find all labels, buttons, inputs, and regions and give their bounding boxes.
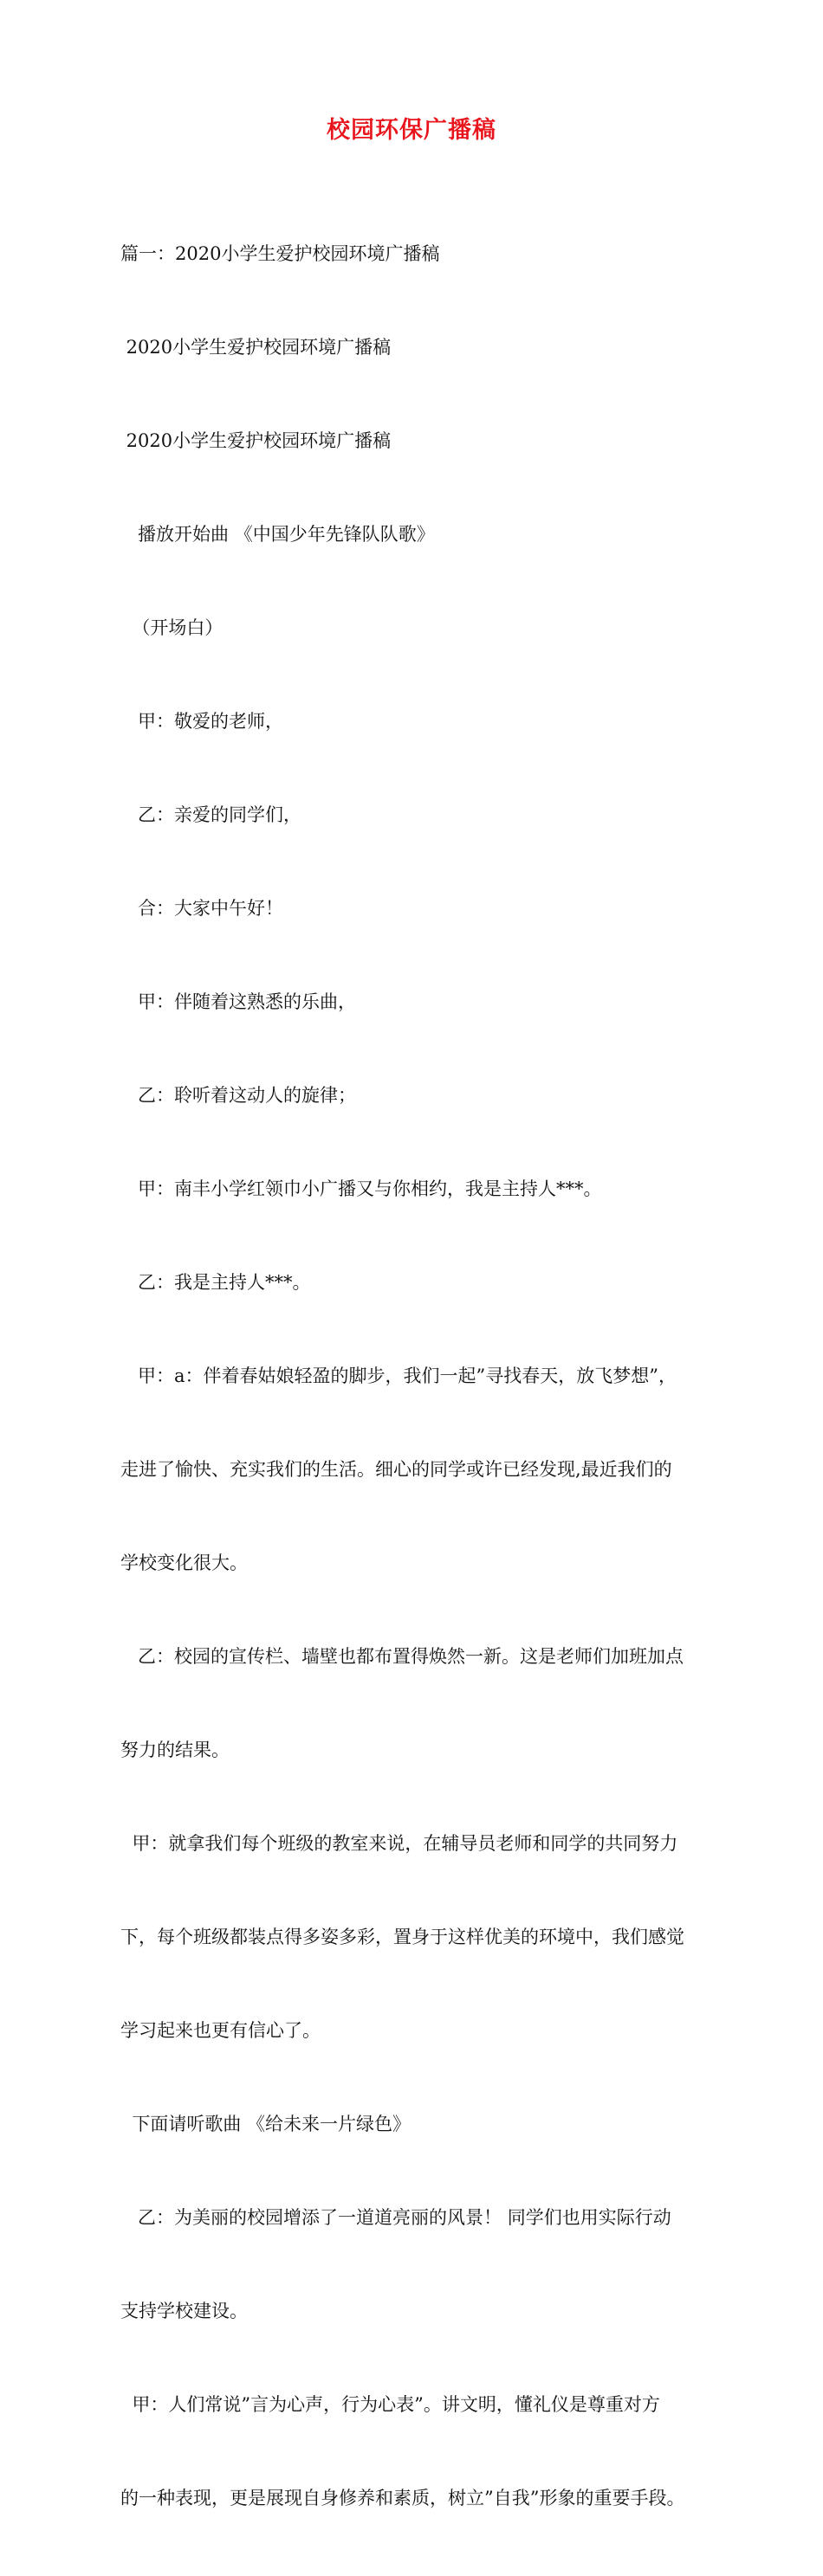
text-line: 甲：人们常说”言为心声，行为心表”。讲文明，懂礼仪是尊重对方 xyxy=(120,2394,660,2415)
text-line: 下面请听歌曲 《给未来一片绿色》 xyxy=(120,2114,412,2134)
text-line: 努力的结果。 xyxy=(120,1740,230,1760)
text-line: 甲：南丰小学红领巾小广播又与你相约，我是主持人***。 xyxy=(120,1178,602,1199)
text-line: 2020小学生爱护校园环境广播稿 xyxy=(120,337,392,358)
text-line: 篇一：2020小学生爱护校园环境广播稿 xyxy=(120,243,440,264)
text-line: 乙：为美丽的校园增添了一道道亮丽的风景！ 同学们也用实际行动 xyxy=(120,2207,671,2228)
text-line: （开场白） xyxy=(120,617,224,638)
text-line: 乙：聆听着这动人的旋律； xyxy=(120,1085,357,1106)
text-line: 学校变化很大。 xyxy=(120,1553,248,1573)
document-title: 校园环保广播稿 xyxy=(327,117,496,144)
text-line: 走进了愉快、充实我们的生活。细心的同学或许已经发现,最近我们的 xyxy=(120,1459,672,1480)
text-line: 2020小学生爱护校园环境广播稿 xyxy=(120,430,392,451)
text-line: 甲：a：伴着春姑娘轻盈的脚步，我们一起”寻找春天，放飞梦想”， xyxy=(120,1365,677,1386)
document-body xyxy=(120,176,718,2576)
text-line: 乙：亲爱的同学们， xyxy=(120,804,302,825)
text-line: 支持学校建设。 xyxy=(120,2301,248,2321)
text-line: 下，每个班级都装点得多姿多彩，置身于这样优美的环境中，我们感觉 xyxy=(120,1927,684,1947)
text-line: 甲：就拿我们每个班级的教室来说，在辅导员老师和同学的共同努力 xyxy=(120,1833,678,1854)
text-line: 学习起来也更有信心了。 xyxy=(120,2020,321,2041)
text-line: 甲：敬爱的老师， xyxy=(120,711,284,732)
text-line: 播放开始曲 《中国少年先锋队队歌》 xyxy=(120,524,435,545)
text-line: 乙：校园的宣传栏、墙壁也都布置得焕然一新。这是老师们加班加点 xyxy=(120,1646,684,1667)
text-line: 甲：伴随着这熟悉的乐曲， xyxy=(120,991,357,1012)
text-line: 合：大家中午好！ xyxy=(120,898,284,919)
text-line: 乙：我是主持人***。 xyxy=(120,1272,311,1293)
text-line: 的一种表现，更是展现自身修养和素质，树立”自我”形象的重要手段。 xyxy=(120,2488,685,2508)
